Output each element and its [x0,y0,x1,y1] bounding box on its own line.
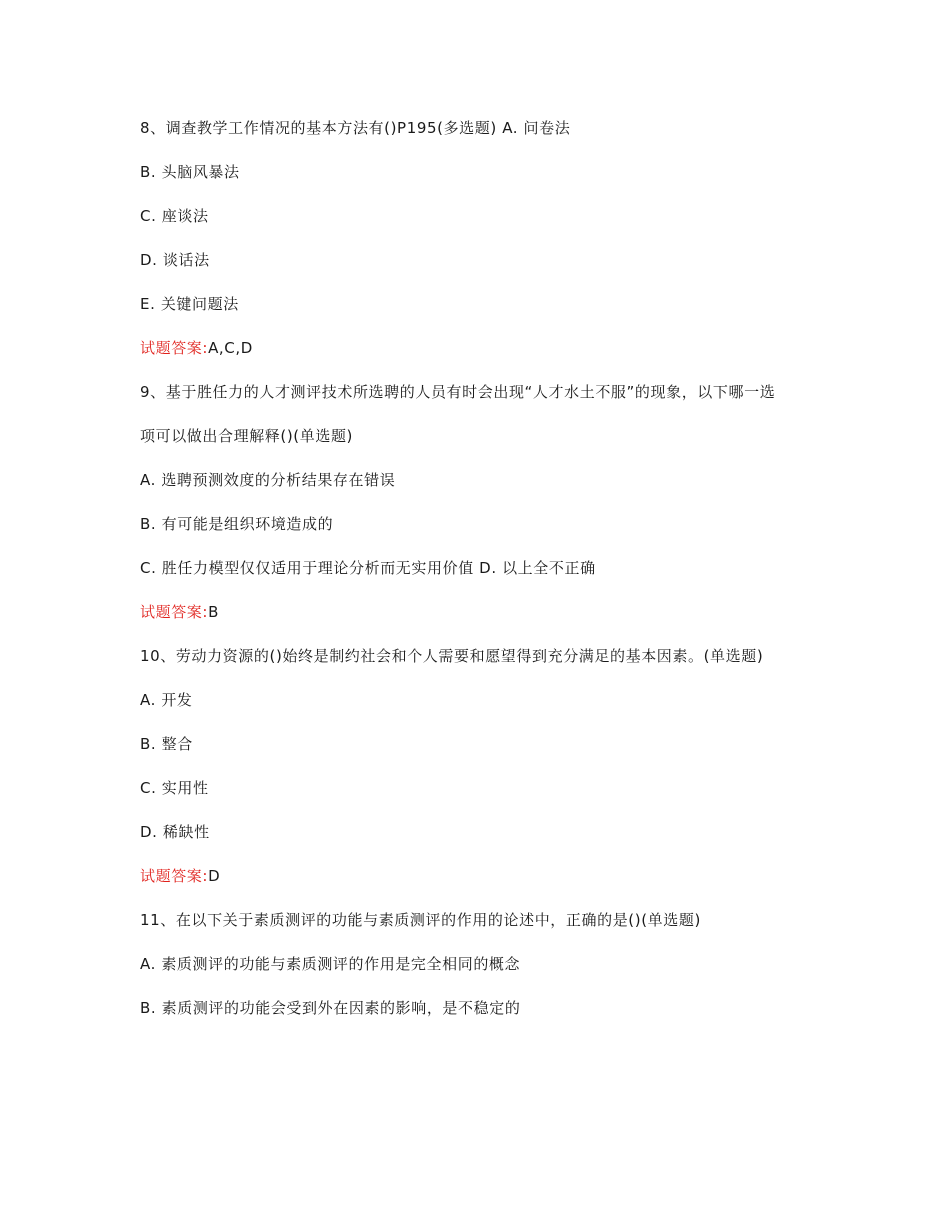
question-8-option-b: B. 头脑风暴法 [140,163,240,181]
question-10-stem: 10、劳动力资源的()始终是制约社会和个人需要和愿望得到充分满足的基本因素。(单选题) [140,647,764,665]
question-8-option-e: E. 关键问题法 [140,295,239,313]
question-10-option-a: A. 开发 [140,691,193,709]
question-9-option-a: A. 选聘预测效度的分析结果存在错误 [140,471,396,489]
question-8-answer [140,337,830,359]
question-8-option-d: D. 谈话法 [140,251,210,269]
answer-value: D [208,867,221,885]
question-8-stem: 8、调查教学工作情况的基本方法有()P195(多选题) A. 问卷法 [140,119,571,137]
question-9-option-b: B. 有可能是组织环境造成的 [140,515,334,533]
answer-label: 试题答案: [140,867,209,885]
question-10-option-c: C. 实用性 [140,779,209,797]
answer-label: 试题答案: [140,339,209,357]
question-10-answer [140,865,830,887]
question-9-stem-continued: 项可以做出合理解释()(单选题) [140,427,354,445]
question-10-option-b: B. 整合 [140,735,193,753]
question-9-stem: 9、基于胜任力的人才测评技术所选聘的人员有时会出现“人才水土不服”的现象，以下哪一选 [140,383,776,401]
question-9-answer [140,601,830,623]
question-8-option-c: C. 座谈法 [140,207,209,225]
question-11-stem: 11、在以下关于素质测评的功能与素质测评的作用的论述中，正确的是()(单选题) [140,911,701,929]
answer-value: A,C,D [208,339,253,357]
question-10-option-d: D. 稀缺性 [140,823,210,841]
answer-label: 试题答案: [140,603,209,621]
answer-value: B [208,603,219,621]
question-9-option-c-d: C. 胜任力模型仅仅适用于理论分析而无实用价值 D. 以上全不正确 [140,559,596,577]
question-11-option-b: B. 素质测评的功能会受到外在因素的影响，是不稳定的 [140,999,521,1017]
question-11-option-a: A. 素质测评的功能与素质测评的作用是完全相同的概念 [140,955,521,973]
